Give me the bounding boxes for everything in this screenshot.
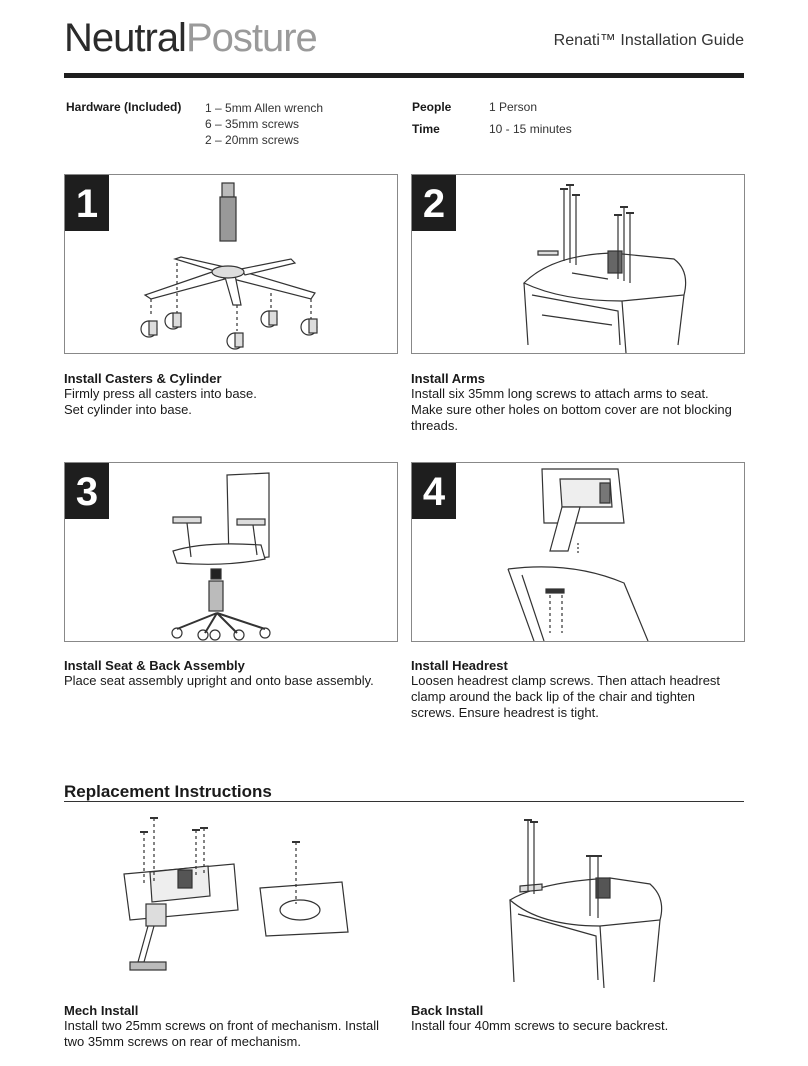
mech-install-line: two 35mm screws on rear of mechanism.: [64, 1034, 301, 1049]
brand-logo-part1: Neutral: [64, 16, 186, 60]
step-4-title: Install Headrest: [411, 658, 508, 673]
back-install-title: Back Install: [411, 1003, 484, 1018]
step-2-panel: [411, 174, 745, 354]
step-4-caption: [411, 658, 751, 721]
step-2-line: Make sure other holes on bottom cover are not blocking: [411, 402, 732, 417]
step-2-title: Install Arms: [411, 371, 485, 386]
step-1-panel: [64, 174, 398, 354]
step-4-line: Loosen headrest clamp screws. Then attach headrest: [411, 673, 721, 688]
step-3-panel: [64, 462, 398, 642]
document-title: Renati™ Installation Guide: [553, 32, 744, 49]
step-3-caption: [64, 658, 404, 689]
step-2-line: threads.: [411, 418, 458, 433]
mech-install-caption: [64, 1003, 404, 1050]
back-install-line: Install four 40mm screws to secure backrest.: [411, 1018, 669, 1033]
mech-install-illustration: [110, 812, 360, 982]
hardware-list: [205, 100, 323, 148]
step-2-caption: [411, 371, 751, 434]
arm-install-illustration: [412, 175, 744, 353]
seat-back-illustration: [65, 463, 397, 641]
mech-install-title: Mech Install: [64, 1003, 139, 1018]
step-4-number: 4: [412, 463, 456, 519]
step-1-number: 1: [65, 175, 109, 231]
people-value: 1 Person: [489, 100, 538, 114]
time-label: Time: [412, 122, 440, 136]
step-4-line: screws. Ensure headrest is tight.: [411, 705, 599, 720]
section-divider: [64, 801, 744, 802]
mech-install-line: Install two 25mm screws on front of mechanism. Install: [64, 1018, 380, 1033]
hardware-item: 1 – 5mm Allen wrench: [205, 101, 324, 115]
step-4-line: clamp around the back lip of the chair and tighten: [411, 689, 696, 704]
step-3-number: 3: [65, 463, 109, 519]
step-2-line: Install six 35mm long screws to attach arms to seat.: [411, 386, 709, 401]
step-1-line: Set cylinder into base.: [64, 402, 192, 417]
step-2-number: 2: [412, 175, 456, 231]
hardware-item: 6 – 35mm screws: [205, 117, 300, 131]
step-3-title: Install Seat & Back Assembly: [64, 658, 245, 673]
hardware-item: 2 – 20mm screws: [205, 133, 300, 147]
time-value: 10 - 15 minutes: [489, 122, 572, 136]
header-divider: [64, 73, 744, 78]
back-install-caption: [411, 1003, 751, 1034]
brand-logo: [64, 12, 317, 64]
step-1-line: Firmly press all casters into base.: [64, 386, 257, 401]
people-label: People: [412, 100, 452, 114]
hardware-label: Hardware (Included): [66, 100, 182, 114]
replacement-heading: Replacement Instructions: [64, 782, 272, 801]
step-4-panel: [411, 462, 745, 642]
back-install-illustration: [500, 812, 700, 988]
caster-base-illustration: [65, 175, 397, 353]
step-1-title: Install Casters & Cylinder: [64, 371, 222, 386]
headrest-illustration: [412, 463, 744, 641]
step-3-line: Place seat assembly upright and onto base assembly.: [64, 673, 374, 688]
step-1-caption: [64, 371, 404, 418]
brand-logo-part2: Posture: [185, 16, 317, 60]
